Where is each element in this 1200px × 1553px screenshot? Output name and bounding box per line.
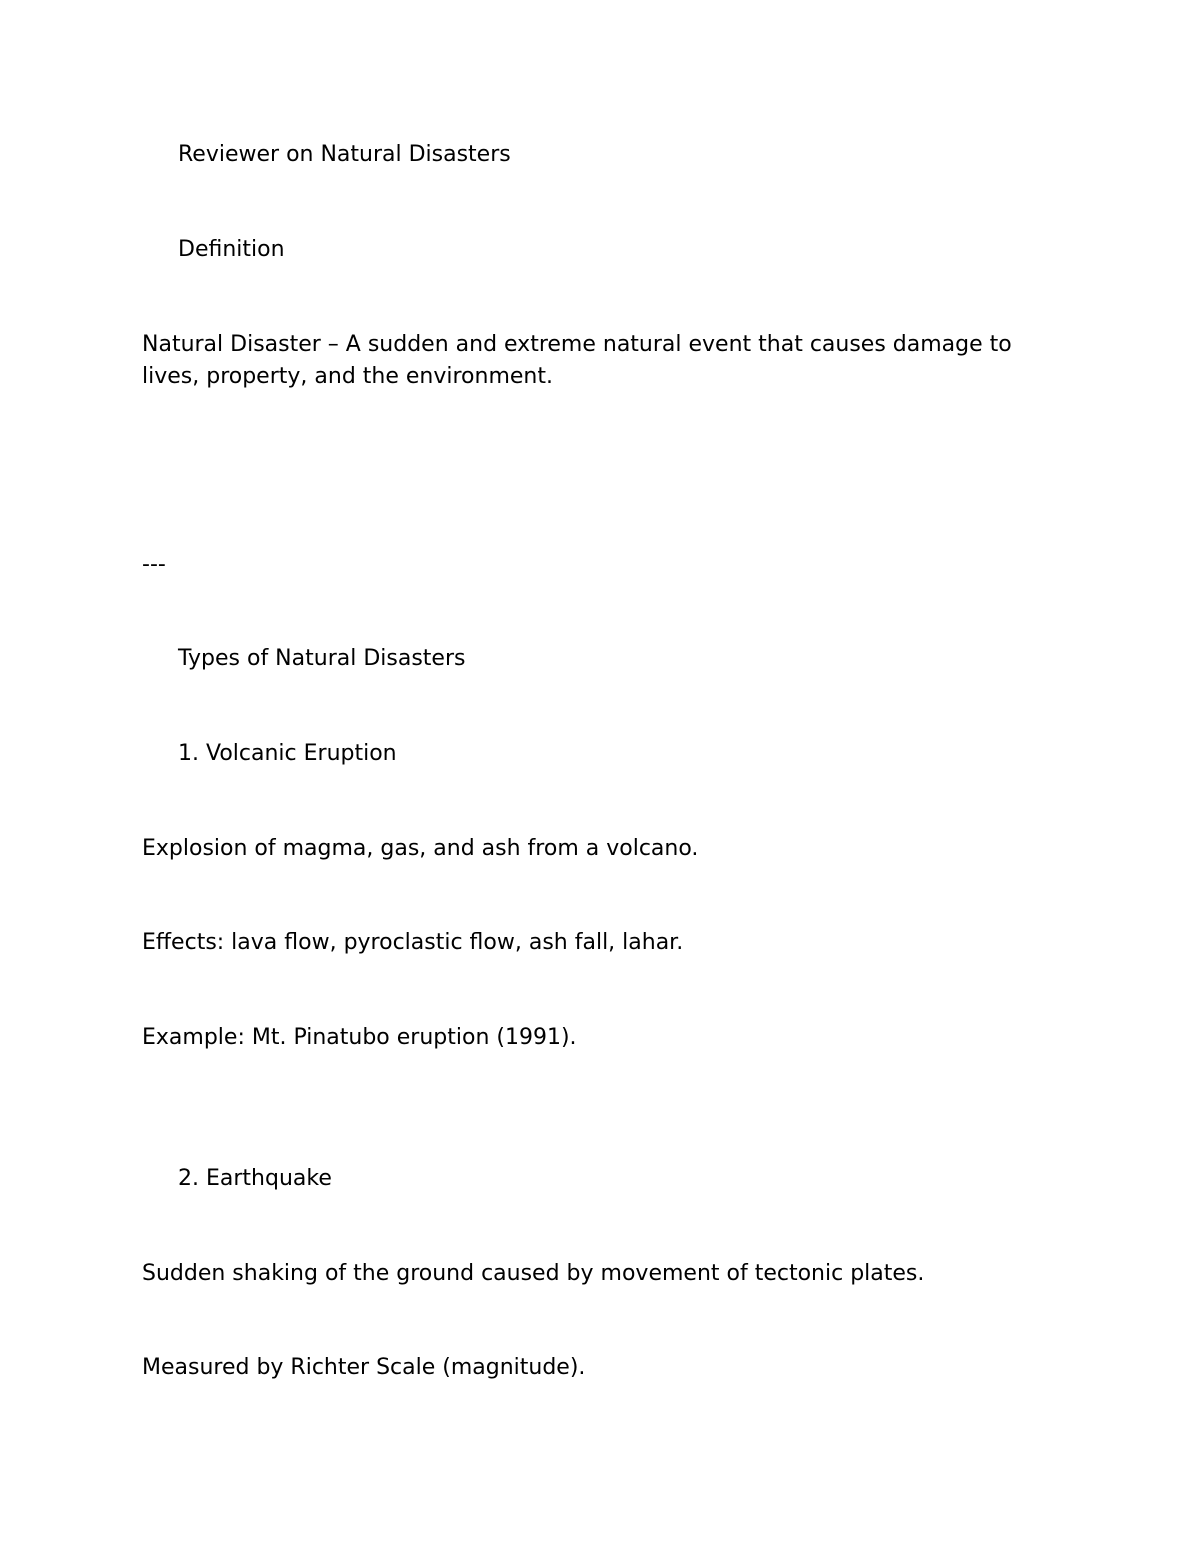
section-separator: --- (142, 552, 166, 577)
volcanic-eruption-effects: Effects: lava flow, pyroclastic flow, ash fall, lahar. (142, 930, 684, 955)
earthquake-description: Sudden shaking of the ground caused by movement of tectonic plates. (142, 1261, 925, 1286)
types-heading: Types of Natural Disasters (178, 646, 466, 671)
volcanic-eruption-description: Explosion of magma, gas, and ash from a volcano. (142, 836, 699, 861)
volcanic-eruption-example: Example: Mt. Pinatubo eruption (1991). (142, 1025, 577, 1050)
document-title: Reviewer on Natural Disasters (178, 142, 511, 167)
earthquake-heading: 2. Earthquake (178, 1166, 332, 1191)
definition-text: Natural Disaster – A sudden and extreme natural event that causes damage to lives, property, and the environment. (142, 332, 1012, 389)
definition-heading: Definition (178, 237, 285, 262)
volcanic-eruption-heading: 1. Volcanic Eruption (178, 741, 397, 766)
earthquake-measure: Measured by Richter Scale (magnitude). (142, 1355, 586, 1380)
